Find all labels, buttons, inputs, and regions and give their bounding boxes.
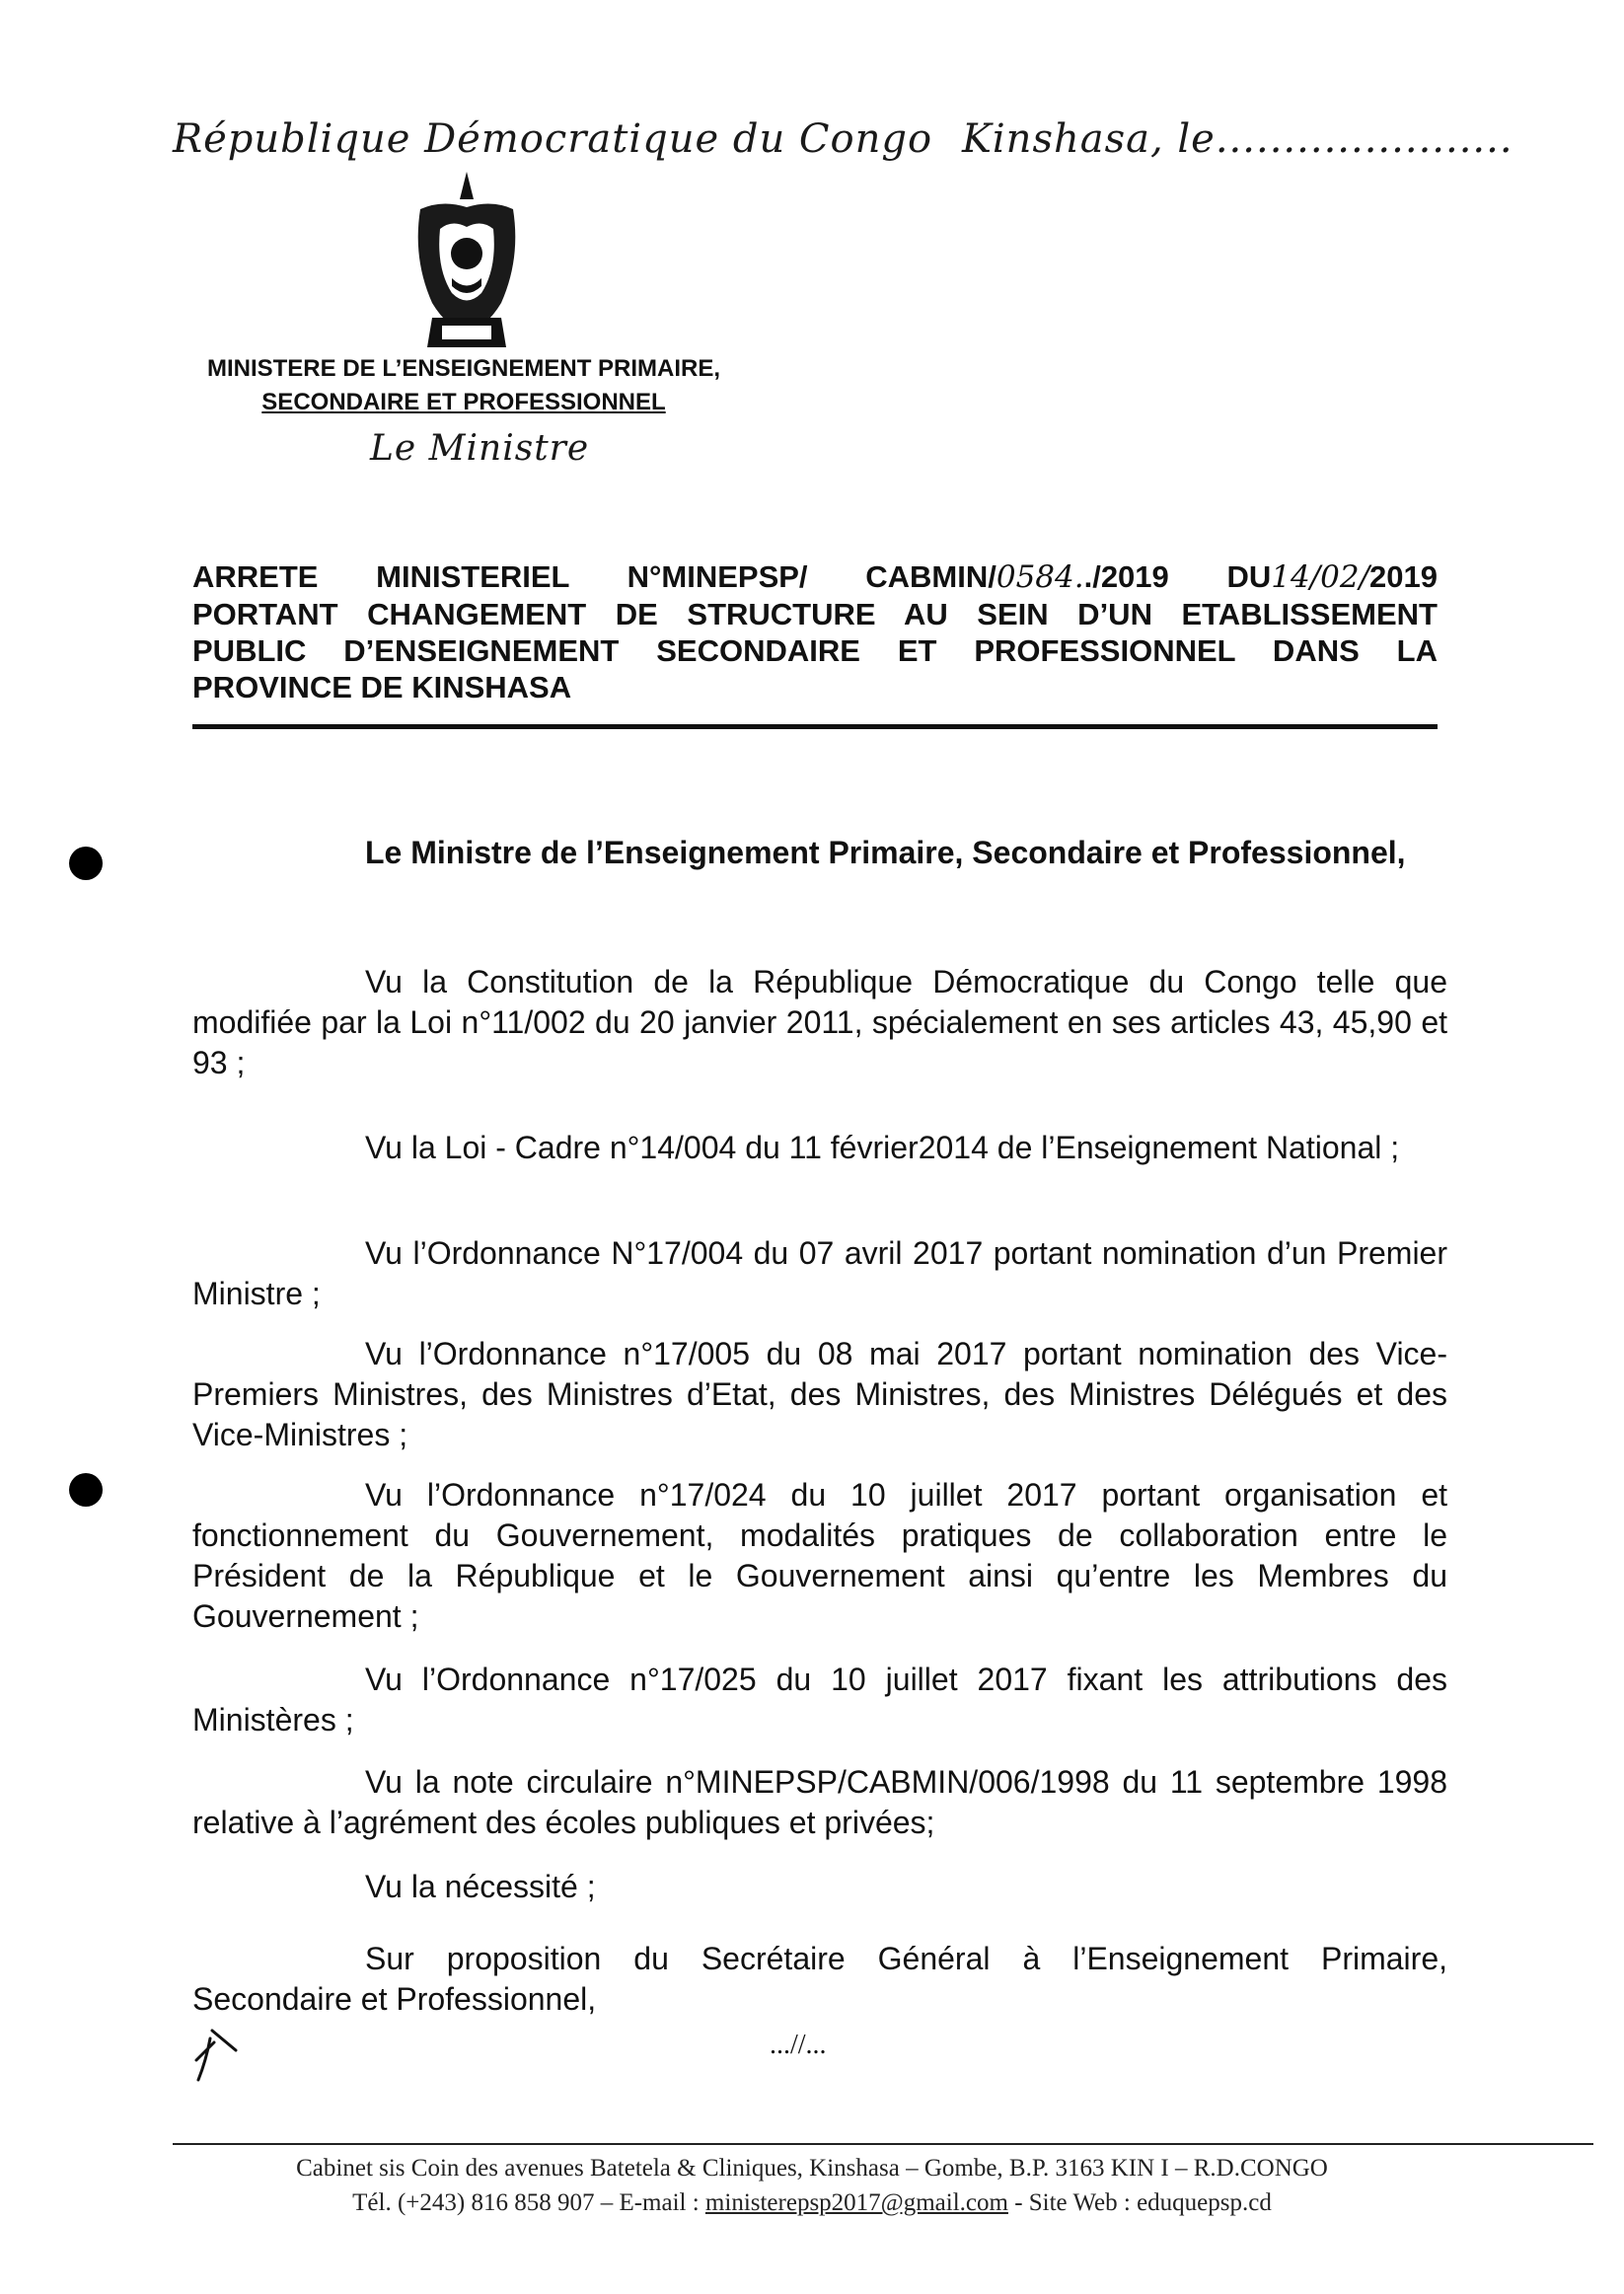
visa-note-circulaire: Vu la note circulaire n°MINEPSP/CABMIN/006/1998 du 11 septembre 1998 relative à l’agrément des écoles publiques et privées; <box>192 1764 1447 1840</box>
footer <box>0 2151 1624 2220</box>
signatory-title: Le Ministre <box>370 428 590 469</box>
decree-title-line-4: PROVINCE DE KINSHASA <box>192 670 572 704</box>
handwritten-decree-date: 14/02/ <box>1271 559 1370 595</box>
footer-website: - Site Web : eduquepsp.cd <box>1007 2189 1272 2216</box>
punch-hole-bottom <box>69 1473 103 1507</box>
decree-title-line-2: PORTANT CHANGEMENT DE STRUCTURE AU SEIN D’UN ETABLISSEMENT <box>192 597 1438 631</box>
decree-number-prefix: ARRETE MINISTERIEL N°MINEPSP/ CABMIN/ <box>192 559 997 594</box>
decree-title-line-1 <box>192 558 1438 596</box>
decree-title-line-3: PUBLIC D’ENSEIGNEMENT SECONDAIRE ET PROFESSIONNEL DANS LA <box>192 633 1438 668</box>
decree-number-mid: ./2019 DU <box>1083 559 1272 594</box>
punch-hole-top <box>69 847 103 880</box>
visa-ordonnance-17-005: Vu l’Ordonnance n°17/005 du 08 mai 2017 portant nomination des Vice-Premiers Ministres, des Ministres d’Etat, des Ministres, des Ministres Délégués et des Vice-Ministres ; <box>192 1336 1447 1452</box>
ministry-name <box>148 355 779 416</box>
proposal-paragraph: Sur proposition du Secrétaire Général à l’Enseignement Primaire, Secondaire et Professionnel, <box>192 1941 1447 2017</box>
visa-constitution: Vu la Constitution de la République Démocratique du Congo telle que modifiée par la Loi n°11/002 du 20 janvier 2011, spécialement en ses articles 43, 45,90 et 93 ; <box>192 964 1447 1080</box>
intro-paragraph: Le Ministre de l’Enseignement Primaire, Secondaire et Professionnel, <box>365 835 1406 870</box>
decree-title <box>192 558 1438 705</box>
coat-of-arms-icon <box>403 170 531 352</box>
visa-ordonnance-17-025: Vu l’Ordonnance n°17/025 du 10 juillet 2017 fixant les attributions des Ministères ; <box>192 1662 1447 1738</box>
country-name: République Démocratique du Congo <box>173 116 933 162</box>
footer-contact <box>0 2185 1624 2220</box>
handwritten-initial-mark <box>192 2021 242 2089</box>
visa-ordonnance-17-004: Vu l’Ordonnance N°17/004 du 07 avril 2017 portant nomination d’un Premier Ministre ; <box>192 1235 1447 1311</box>
place-date: Kinshasa, le...................... <box>962 116 1513 162</box>
title-underline <box>192 724 1438 729</box>
footer-address: Cabinet sis Coin des avenues Batetela & Cliniques, Kinshasa – Gombe, B.P. 3163 KIN I – R.D.CONGO <box>296 2155 1328 2182</box>
handwritten-decree-number: 0584. <box>996 559 1084 595</box>
footer-phone: Tél. (+243) 816 858 907 – E-mail : <box>352 2189 705 2216</box>
visa-ordonnance-17-024: Vu l’Ordonnance n°17/024 du 10 juillet 2017 portant organisation et fonctionnement du Gouvernement, modalités pratiques de collaboration entre le Président de la République et le Gouvernement ainsi qu’entre les Membres du Gouvernement ; <box>192 1477 1447 1634</box>
ministry-line-2: SECONDAIRE ET PROFESSIONNEL <box>261 389 666 415</box>
footer-divider <box>173 2143 1593 2145</box>
visa-necessite: Vu la nécessité ; <box>365 1869 596 1904</box>
footer-email-link[interactable]: ministerepsp2017@gmail.com <box>704 2189 1008 2216</box>
continuation-mark: ...//... <box>770 2030 827 2060</box>
decree-year: 2019 <box>1369 559 1439 594</box>
visa-loi-cadre: Vu la Loi - Cadre n°14/004 du 11 février2014 de l’Enseignement National ; <box>365 1130 1400 1165</box>
ministry-line-1: MINISTERE DE L’ENSEIGNEMENT PRIMAIRE, <box>206 355 721 382</box>
